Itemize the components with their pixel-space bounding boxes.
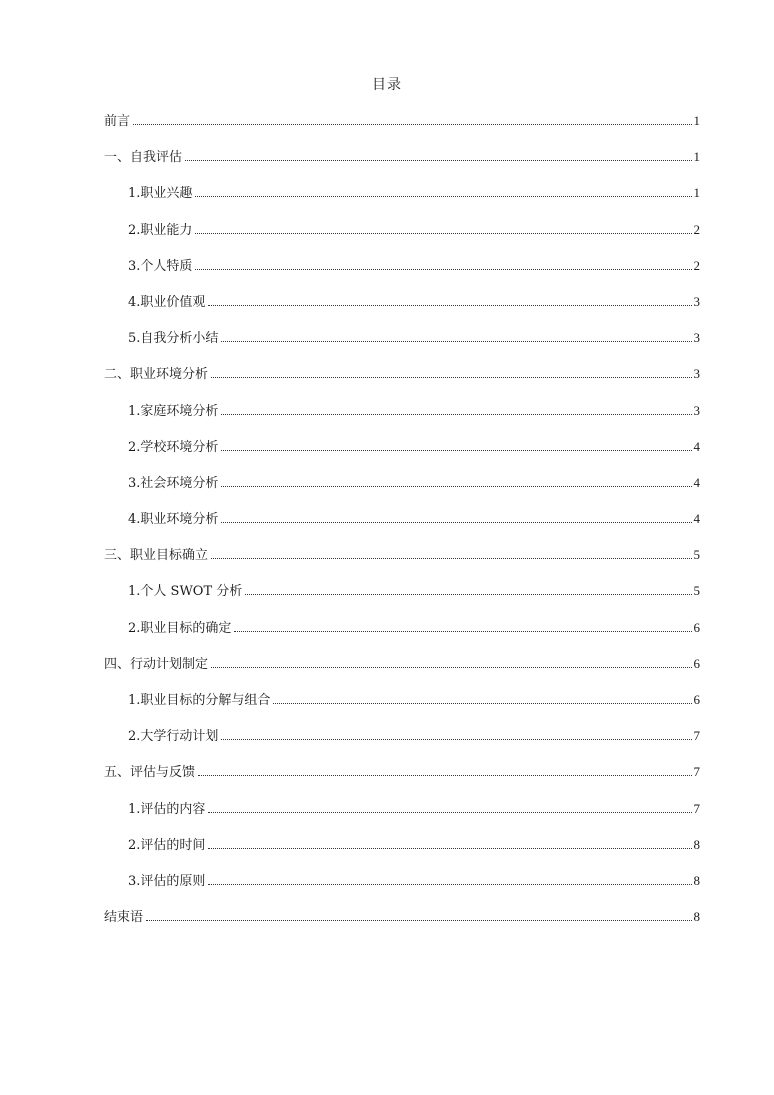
toc-entry-label: 2.职业能力 xyxy=(128,222,193,238)
toc-entry-page-number: 2 xyxy=(693,221,700,237)
toc-entry-label: 4.职业环境分析 xyxy=(128,512,219,528)
toc-entry-page-number: 7 xyxy=(693,800,700,816)
toc-entry-label: 1.职业兴趣 xyxy=(128,186,193,202)
dot-leader xyxy=(133,123,691,125)
toc-entry-page-number: 5 xyxy=(693,547,700,563)
dot-leader xyxy=(208,883,691,885)
toc-entry-label: 2.职业目标的确定 xyxy=(128,620,232,636)
toc-entry[interactable] xyxy=(104,546,700,582)
toc-entry[interactable] xyxy=(104,112,700,148)
toc-entry[interactable] xyxy=(104,221,700,257)
dot-leader xyxy=(211,666,691,668)
toc-entry[interactable] xyxy=(104,293,700,329)
toc-entry-label: 3.评估的原则 xyxy=(128,873,206,889)
dot-leader xyxy=(221,340,691,342)
toc-entry-page-number: 4 xyxy=(693,438,700,454)
toc-entry-page-number: 7 xyxy=(693,728,700,744)
toc-entry-page-number: 7 xyxy=(693,764,700,780)
toc-entry[interactable] xyxy=(104,800,700,836)
toc-entry-label: 一、自我评估 xyxy=(104,150,183,166)
dot-leader xyxy=(273,702,691,704)
toc-entry-page-number: 4 xyxy=(693,474,700,490)
toc-entry[interactable] xyxy=(104,257,700,293)
toc-entry[interactable] xyxy=(104,908,700,944)
toc-entry-label: 1.职业目标的分解与组合 xyxy=(128,693,271,708)
toc-entry[interactable] xyxy=(104,763,700,799)
toc-entry[interactable] xyxy=(104,438,700,474)
toc-entry-page-number: 3 xyxy=(693,366,700,382)
dot-leader xyxy=(185,159,691,161)
toc-entry-label: 5.自我分析小结 xyxy=(128,331,219,347)
toc-entry-label: 五、评估与反馈 xyxy=(104,765,196,781)
dot-leader xyxy=(221,413,691,415)
dot-leader xyxy=(195,195,691,197)
dot-leader xyxy=(221,449,691,451)
toc-entry-page-number: 1 xyxy=(693,149,700,165)
dot-leader xyxy=(221,521,691,523)
toc-entry-page-number: 8 xyxy=(693,909,700,925)
toc-entry[interactable] xyxy=(104,402,700,438)
toc-title: 目录 xyxy=(372,77,402,93)
dot-leader xyxy=(208,847,691,849)
toc-entry[interactable] xyxy=(104,582,700,618)
toc-entry-page-number: 6 xyxy=(693,619,700,635)
dot-leader xyxy=(211,557,691,559)
toc-entry-label: 3.个人特质 xyxy=(128,258,193,274)
dot-leader xyxy=(208,811,691,813)
toc-entry-page-number: 8 xyxy=(693,836,700,852)
toc-entry[interactable] xyxy=(104,148,700,184)
dot-leader xyxy=(221,485,691,487)
toc-entry-label: 3.社会环境分析 xyxy=(128,475,219,491)
toc-entry-page-number: 6 xyxy=(693,692,700,707)
toc-entry-label: 4.职业价值观 xyxy=(128,294,206,310)
toc-entry-page-number: 3 xyxy=(693,293,700,309)
toc-entry-label: 2.学校环境分析 xyxy=(128,439,219,455)
toc-entry-label: 1.评估的内容 xyxy=(128,801,206,817)
toc-entry-page-number: 4 xyxy=(693,511,700,527)
toc-entry[interactable] xyxy=(104,691,700,727)
toc-entry[interactable] xyxy=(104,836,700,872)
toc-entry-page-number: 5 xyxy=(693,583,700,599)
toc-entry[interactable] xyxy=(104,872,700,908)
toc-entry[interactable] xyxy=(104,510,700,546)
toc-entry-label: 三、职业目标确立 xyxy=(104,548,209,564)
toc-entry[interactable] xyxy=(104,184,700,220)
toc-entry-label: 1.个人 SWOT 分析 xyxy=(128,584,243,600)
dot-leader xyxy=(211,376,691,378)
toc-entry-label: 前言 xyxy=(104,114,131,129)
dot-leader xyxy=(195,232,691,234)
table-of-contents xyxy=(104,112,700,944)
dot-leader xyxy=(195,268,691,270)
toc-entry-page-number: 6 xyxy=(693,655,700,671)
dot-leader xyxy=(234,630,691,632)
toc-entry-label: 2.大学行动计划 xyxy=(128,729,219,745)
toc-entry-page-number: 3 xyxy=(693,402,700,418)
toc-entry-page-number: 3 xyxy=(693,330,700,346)
toc-entry[interactable] xyxy=(104,619,700,655)
toc-entry-label: 二、职业环境分析 xyxy=(104,367,209,383)
toc-entry-label: 2.评估的时间 xyxy=(128,837,206,853)
dot-leader xyxy=(245,593,691,595)
dot-leader xyxy=(198,774,691,776)
toc-entry-page-number: 8 xyxy=(693,872,700,888)
toc-entry-page-number: 1 xyxy=(693,185,700,201)
toc-entry-label: 1.家庭环境分析 xyxy=(128,403,219,419)
toc-entry-label: 四、行动计划制定 xyxy=(104,656,209,672)
toc-entry-page-number: 1 xyxy=(693,113,700,128)
toc-entry[interactable] xyxy=(104,727,700,763)
toc-entry[interactable] xyxy=(104,329,700,365)
toc-entry[interactable] xyxy=(104,365,700,401)
toc-entry[interactable] xyxy=(104,655,700,691)
dot-leader xyxy=(208,304,691,306)
toc-entry-page-number: 2 xyxy=(693,257,700,273)
toc-entry-label: 结束语 xyxy=(104,910,144,926)
dot-leader xyxy=(221,738,691,740)
dot-leader xyxy=(146,919,691,921)
toc-entry[interactable] xyxy=(104,474,700,510)
